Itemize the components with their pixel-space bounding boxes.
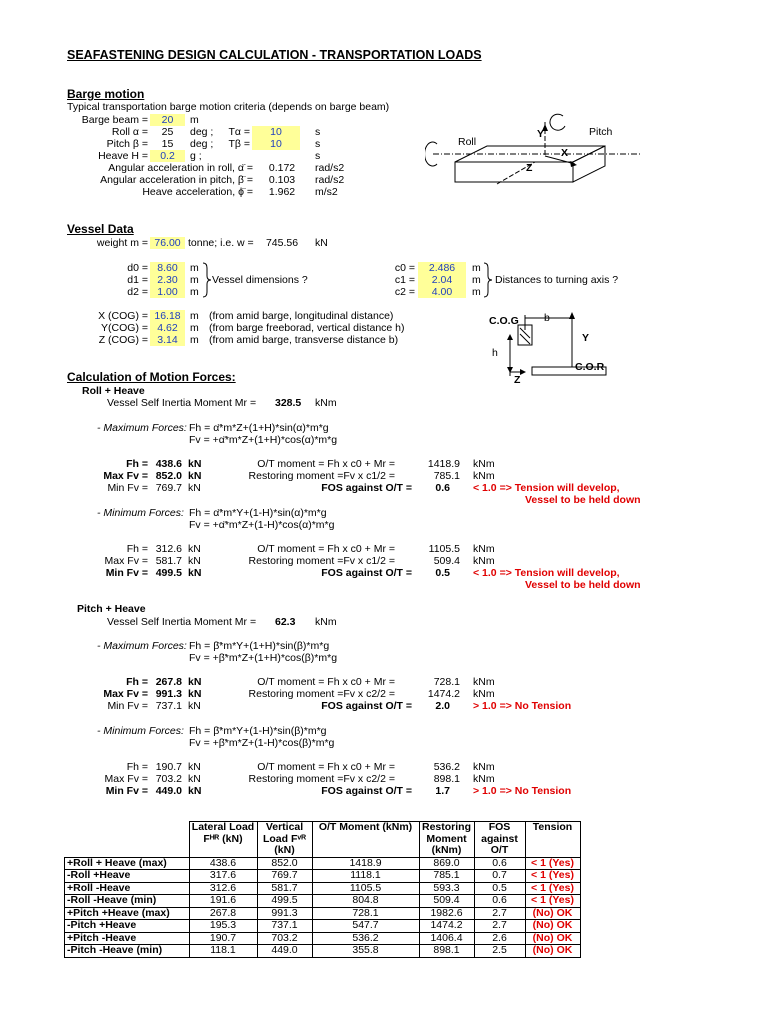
pitch-max-fh: Fh = β̈*m*Y+(1+H)*sin(β)*m*g: [189, 640, 330, 652]
table-cell-fos: 2.5: [474, 945, 525, 958]
c0-label: c0 =: [394, 262, 415, 274]
pitch-min-restore-unit: kNm: [473, 773, 495, 785]
roll-max-fvmin-value: 769.7: [155, 482, 182, 494]
pitch-min-fh-unit: kN: [188, 761, 201, 773]
pitch-min-fh-label: Fh =: [126, 761, 148, 773]
tb-unit: s: [315, 138, 321, 150]
c0-input[interactable]: 2.486: [418, 262, 466, 274]
table-cell-ot-moment: 547.7: [312, 920, 419, 933]
heave-unit-s: s: [315, 150, 321, 162]
d0-input[interactable]: 8.60: [150, 262, 185, 274]
roll-min-fos-result: < 1.0 => Tension will develop,: [473, 567, 620, 579]
pitch-min-ot-label: O/T moment = Fh x c0 + Mr =: [257, 761, 395, 773]
dims-brace-icon: [202, 262, 212, 298]
table-row: [65, 907, 581, 920]
beam-unit: m: [190, 114, 199, 126]
col-tension: Tension: [525, 822, 580, 858]
d1-label: d1 =: [127, 274, 148, 286]
table-cell-lateral-load: 317.6: [189, 870, 257, 883]
table-cell-fos: 2.7: [474, 920, 525, 933]
table-cell-vertical-load: 449.0: [257, 945, 312, 958]
weight-input[interactable]: 76.00: [150, 237, 185, 249]
table-cell-case-label: +Pitch +Heave (max): [65, 907, 190, 920]
vessel-data-heading: Vessel Data: [67, 222, 134, 236]
pitch-max-ot-unit: kNm: [473, 676, 495, 688]
roll-max-fos-value: 0.6: [435, 482, 450, 494]
d0-label: d0 =: [127, 262, 148, 274]
zcog-note: (from amid barge, transverse distance b): [209, 334, 399, 346]
table-cell-ot-moment: 536.2: [312, 932, 419, 945]
pitch-mr-value: 62.3: [275, 616, 296, 628]
pitch-heave-heading: Pitch + Heave: [77, 603, 146, 615]
acc-heave-unit: m/s2: [315, 186, 338, 198]
col-vertical-load: Vertical Load Fᵛᴿ (kN): [257, 822, 312, 858]
table-row: [65, 882, 581, 895]
roll-max-fh-label: Fh =: [126, 458, 148, 470]
table-cell-case-label: +Roll -Heave: [65, 882, 190, 895]
cog-h-label: h: [492, 347, 498, 359]
roll-value: 25: [161, 126, 174, 138]
table-cell-lateral-load: 190.7: [189, 932, 257, 945]
diagram-pitch-label: Pitch: [589, 126, 613, 138]
pitch-min-fv: Fv = +β̈*m*Z+(1-H)*cos(β)*m*g: [189, 737, 335, 749]
pitch-max-fh-value: 267.8: [155, 676, 182, 688]
table-cell-case-label: -Roll -Heave (min): [65, 895, 190, 908]
table-row: [65, 857, 581, 870]
roll-heave-heading: Roll + Heave: [82, 385, 145, 397]
roll-max-fh-value: 438.6: [155, 458, 182, 470]
col-fos: FOS against O/T: [474, 822, 525, 858]
roll-max-fos-result: < 1.0 => Tension will develop,: [473, 482, 620, 494]
pitch-min-restore-value: 898.1: [433, 773, 460, 785]
pitch-min-restore-label: Restoring moment =Fv x c2/2 =: [248, 773, 395, 785]
zcog-unit: m: [190, 334, 199, 346]
roll-max-fos-note: Vessel to be held down: [525, 494, 641, 506]
pitch-unit: deg ;: [190, 138, 214, 150]
pitch-min-fvmax-value: 703.2: [155, 773, 182, 785]
pitch-mr-unit: kNm: [315, 616, 337, 628]
table-cell-case-label: +Pitch -Heave: [65, 932, 190, 945]
roll-max-fh-unit: kN: [188, 458, 202, 470]
roll-min-fh-value: 312.6: [155, 543, 182, 555]
calc-heading: Calculation of Motion Forces:: [67, 370, 236, 384]
table-row: [65, 945, 581, 958]
d0-unit: m: [190, 262, 199, 274]
cog-z-axis: Z: [514, 374, 521, 386]
pitch-min-fh: Fh = β̈*m*Y+(1-H)*sin(β)*m*g: [189, 725, 327, 737]
pitch-min-fvmax-label: Max Fv =: [104, 773, 148, 785]
table-cell-ot-moment: 1418.9: [312, 857, 419, 870]
table-cell-tension: (No) OK: [525, 945, 580, 958]
cog-label: C.O.G: [489, 315, 519, 327]
roll-max-fvmax-label: Max Fv =: [103, 470, 148, 482]
table-cell-tension: < 1 (Yes): [525, 870, 580, 883]
cor-label: C.O.R: [575, 361, 605, 373]
table-cell-tension: < 1 (Yes): [525, 882, 580, 895]
table-cell-restoring-moment: 1406.4: [419, 932, 474, 945]
roll-min-fh-label: Fh =: [126, 543, 148, 555]
roll-max-fos-label: FOS against O/T =: [321, 482, 412, 494]
table-cell-case-label: -Pitch +Heave: [65, 920, 190, 933]
dist-note: Distances to turning axis ?: [495, 274, 619, 286]
roll-max-restore-unit: kNm: [473, 470, 495, 482]
roll-min-label: - Minimum Forces:: [97, 507, 184, 519]
acc-heave-label: Heave acceleration, ϕ̈ =: [142, 186, 253, 198]
c0-unit: m: [472, 262, 481, 274]
d1-unit: m: [190, 274, 199, 286]
roll-min-restore-label: Restoring moment =Fv x c1/2 =: [248, 555, 395, 567]
heave-unit: g ;: [190, 150, 202, 162]
roll-max-restore-label: Restoring moment =Fv x c1/2 =: [248, 470, 395, 482]
heave-label: Heave H =: [98, 150, 148, 162]
dims-note: Vessel dimensions ?: [212, 274, 308, 286]
pitch-max-restore-value: 1474.2: [427, 688, 460, 700]
pitch-min-ot-value: 536.2: [433, 761, 460, 773]
roll-min-ot-unit: kNm: [473, 543, 495, 555]
d2-label: d2 =: [127, 286, 148, 298]
roll-min-restore-value: 509.4: [433, 555, 460, 567]
roll-max-fh: Fh = α̈*m*Z+(1+H)*sin(α)*m*g: [189, 422, 329, 434]
roll-min-fos-label: FOS against O/T =: [321, 567, 412, 579]
pitch-max-restore-unit: kNm: [473, 688, 495, 700]
acc-heave-value: 1.962: [268, 186, 296, 198]
roll-min-fvmax-unit: kN: [188, 555, 201, 567]
pitch-min-fos-value: 1.7: [435, 785, 450, 797]
ta-label: Tα =: [228, 126, 250, 138]
table-cell-fos: 0.6: [474, 895, 525, 908]
table-row: [65, 895, 581, 908]
table-cell-fos: 2.7: [474, 907, 525, 920]
acc-pitch-unit: rad/s2: [315, 174, 345, 186]
pitch-min-fvmin-label: Min Fv =: [105, 785, 148, 797]
table-cell-ot-moment: 1118.1: [312, 870, 419, 883]
roll-max-fvmin-label: Min Fv =: [107, 482, 148, 494]
table-cell-ot-moment: 1105.5: [312, 882, 419, 895]
pitch-min-fvmin-unit: kN: [188, 785, 202, 797]
roll-min-fvmin-label: Min Fv =: [105, 567, 148, 579]
roll-mr-label: Vessel Self Inertia Moment Mr =: [107, 397, 257, 409]
beam-input[interactable]: 20: [150, 114, 185, 126]
roll-max-fvmax-unit: kN: [188, 470, 202, 482]
roll-min-restore-unit: kNm: [473, 555, 495, 567]
table-cell-vertical-load: 852.0: [257, 857, 312, 870]
pitch-max-fos-result: > 1.0 => No Tension: [473, 700, 572, 712]
xcog-input[interactable]: 16.18: [150, 310, 185, 322]
acc-pitch-label: Angular acceleration in pitch, β̈ =: [100, 174, 253, 186]
roll-min-fvmin-value: 499.5: [155, 567, 182, 579]
xcog-note: (from amid barge, longitudinal distance): [209, 310, 394, 322]
pitch-min-fh-value: 190.7: [155, 761, 182, 773]
roll-max-ot-unit: kNm: [473, 458, 495, 470]
pitch-max-fh-unit: kN: [188, 676, 202, 688]
pitch-max-label: - Maximum Forces:: [97, 640, 187, 652]
table-cell-tension: (No) OK: [525, 907, 580, 920]
c2-input[interactable]: 4.00: [418, 286, 466, 298]
barge-motion-diagram: [425, 112, 650, 202]
pitch-max-fvmax-unit: kN: [188, 688, 202, 700]
pitch-label: Pitch β =: [106, 138, 148, 150]
diagram-x-axis: X: [561, 147, 569, 159]
acc-roll-value: 0.172: [268, 162, 296, 174]
pitch-value: 15: [161, 138, 174, 150]
ta-input[interactable]: 10: [252, 126, 300, 138]
roll-min-fh: Fh = α̈*m*Y+(1-H)*sin(α)*m*g: [189, 507, 327, 519]
c1-label: c1 =: [394, 274, 415, 286]
table-cell-restoring-moment: 1474.2: [419, 920, 474, 933]
roll-max-ot-label: O/T moment = Fh x c0 + Mr =: [257, 458, 395, 470]
roll-max-label: - Maximum Forces:: [97, 422, 187, 434]
pitch-mr-label: Vessel Self Inertia Moment Mr =: [107, 616, 257, 628]
table-header-row: [65, 822, 581, 858]
diagram-y-axis: Y: [537, 128, 545, 140]
pitch-max-fv: Fv = +β̈*m*Z+(1+H)*cos(β)*m*g: [189, 652, 338, 664]
zcog-input[interactable]: 3.14: [150, 334, 185, 346]
acc-roll-unit: rad/s2: [315, 162, 345, 174]
xcog-unit: m: [190, 310, 199, 322]
barge-motion-heading: Barge motion: [67, 87, 145, 101]
table-cell-restoring-moment: 898.1: [419, 945, 474, 958]
pitch-max-fos-value: 2.0: [435, 700, 450, 712]
pitch-min-fos-label: FOS against O/T =: [321, 785, 412, 797]
roll-min-fos-note: Vessel to be held down: [525, 579, 641, 591]
d2-input[interactable]: 1.00: [150, 286, 185, 298]
table-cell-vertical-load: 581.7: [257, 882, 312, 895]
pitch-max-restore-label: Restoring moment =Fv x c2/2 =: [248, 688, 395, 700]
table-row: [65, 920, 581, 933]
table-cell-restoring-moment: 593.3: [419, 882, 474, 895]
roll-min-fos-value: 0.5: [435, 567, 450, 579]
table-cell-vertical-load: 499.5: [257, 895, 312, 908]
pitch-min-fvmin-value: 449.0: [155, 785, 182, 797]
table-row: [65, 870, 581, 883]
table-cell-fos: 0.7: [474, 870, 525, 883]
roll-min-fh-unit: kN: [188, 543, 201, 555]
table-cell-lateral-load: 191.6: [189, 895, 257, 908]
weight-unit: tonne; i.e. w =: [188, 237, 254, 249]
table-cell-lateral-load: 438.6: [189, 857, 257, 870]
c1-unit: m: [472, 274, 481, 286]
roll-min-ot-label: O/T moment = Fh x c0 + Mr =: [257, 543, 395, 555]
roll-min-ot-value: 1105.5: [428, 543, 460, 555]
table-cell-case-label: -Roll +Heave: [65, 870, 190, 883]
roll-max-fvmax-value: 852.0: [155, 470, 182, 482]
roll-unit: deg ;: [190, 126, 214, 138]
table-cell-vertical-load: 703.2: [257, 932, 312, 945]
col-restoring-moment: Restoring Moment (kNm): [419, 822, 474, 858]
pitch-max-ot-label: O/T moment = Fh x c0 + Mr =: [257, 676, 395, 688]
d2-unit: m: [190, 286, 199, 298]
beam-label: Barge beam =: [81, 114, 148, 126]
table-cell-restoring-moment: 1982.6: [419, 907, 474, 920]
xcog-label: X (COG) =: [98, 310, 148, 322]
pitch-max-fvmax-label: Max Fv =: [103, 688, 148, 700]
table-cell-restoring-moment: 785.1: [419, 870, 474, 883]
pitch-max-ot-value: 728.1: [433, 676, 460, 688]
cog-y-axis: Y: [582, 332, 590, 344]
heave-input[interactable]: 0.2: [150, 150, 185, 162]
results-table: [64, 821, 581, 958]
table-cell-ot-moment: 804.8: [312, 895, 419, 908]
table-cell-ot-moment: 728.1: [312, 907, 419, 920]
weight-label: weight m =: [96, 237, 148, 249]
ta-unit: s: [315, 126, 321, 138]
table-cell-lateral-load: 312.6: [189, 882, 257, 895]
pitch-max-fvmax-value: 991.3: [155, 688, 182, 700]
acc-roll-label: Angular acceleration in roll, α̈ =: [108, 162, 253, 174]
table-cell-tension: (No) OK: [525, 920, 580, 933]
c2-unit: m: [472, 286, 481, 298]
table-row: [65, 932, 581, 945]
col-lateral-load: Lateral Load Fᴴᴿ (kN): [189, 822, 257, 858]
acc-pitch-value: 0.103: [268, 174, 296, 186]
tb-label: Tβ =: [228, 138, 250, 150]
c2-label: c2 =: [394, 286, 415, 298]
table-cell-ot-moment: 355.8: [312, 945, 419, 958]
pitch-max-fos-label: FOS against O/T =: [321, 700, 412, 712]
zcog-label: Z (COG) =: [98, 334, 148, 346]
pitch-max-fh-label: Fh =: [126, 676, 148, 688]
roll-min-fvmax-value: 581.7: [155, 555, 182, 567]
table-cell-case-label: -Pitch -Heave (min): [65, 945, 190, 958]
diagram-z-axis: Z: [526, 162, 533, 174]
table-cell-lateral-load: 195.3: [189, 920, 257, 933]
w-value: 745.56: [265, 237, 299, 249]
tb-input[interactable]: 10: [252, 138, 300, 150]
table-cell-lateral-load: 267.8: [189, 907, 257, 920]
roll-min-fv: Fv = +α̈*m*Z+(1-H)*cos(α)*m*g: [189, 519, 335, 531]
roll-label: Roll α =: [111, 126, 148, 138]
roll-mr-value: 328.5: [275, 397, 302, 409]
col-ot-moment: O/T Moment (kNm): [312, 822, 419, 858]
diagram-roll-label: Roll: [458, 136, 477, 148]
pitch-min-ot-unit: kNm: [473, 761, 495, 773]
table-cell-vertical-load: 769.7: [257, 870, 312, 883]
page-title: SEAFASTENING DESIGN CALCULATION - TRANSPORTATION LOADS: [67, 48, 482, 62]
cog-b-label: b: [544, 312, 550, 324]
table-cell-lateral-load: 118.1: [189, 945, 257, 958]
table-cell-restoring-moment: 509.4: [419, 895, 474, 908]
table-cell-tension: < 1 (Yes): [525, 895, 580, 908]
c1-input[interactable]: 2.04: [418, 274, 466, 286]
table-cell-vertical-load: 991.3: [257, 907, 312, 920]
roll-min-fvmax-label: Max Fv =: [104, 555, 148, 567]
dist-brace-icon: [483, 262, 493, 298]
table-cell-fos: 0.5: [474, 882, 525, 895]
roll-max-ot-value: 1418.9: [427, 458, 460, 470]
roll-max-restore-value: 785.1: [433, 470, 460, 482]
ycog-note: (from barge freeborad, vertical distance h): [209, 322, 405, 334]
roll-max-fv: Fv = +α̈*m*Z+(1+H)*cos(α)*m*g: [189, 434, 338, 446]
pitch-min-fvmax-unit: kN: [188, 773, 201, 785]
table-cell-vertical-load: 737.1: [257, 920, 312, 933]
pitch-max-fvmin-value: 737.1: [155, 700, 182, 712]
ycog-input[interactable]: 4.62: [150, 322, 185, 334]
ycog-label: Y(COG) =: [101, 322, 148, 334]
d1-input[interactable]: 2.30: [150, 274, 185, 286]
ycog-unit: m: [190, 322, 199, 334]
roll-mr-unit: kNm: [315, 397, 337, 409]
pitch-min-label: - Minimum Forces:: [97, 725, 184, 737]
table-cell-case-label: +Roll + Heave (max): [65, 857, 190, 870]
table-cell-tension: < 1 (Yes): [525, 857, 580, 870]
table-cell-fos: 0.6: [474, 857, 525, 870]
roll-max-fvmin-unit: kN: [188, 482, 201, 494]
pitch-max-fvmin-unit: kN: [188, 700, 201, 712]
table-cell-fos: 2.6: [474, 932, 525, 945]
pitch-min-fos-result: > 1.0 => No Tension: [473, 785, 572, 797]
table-cell-tension: (No) OK: [525, 932, 580, 945]
pitch-max-fvmin-label: Min Fv =: [107, 700, 148, 712]
w-unit: kN: [315, 237, 328, 249]
table-cell-restoring-moment: 869.0: [419, 857, 474, 870]
table-header-blank: [65, 822, 190, 858]
roll-min-fvmin-unit: kN: [188, 567, 202, 579]
barge-subtitle: Typical transportation barge motion criteria (depends on barge beam): [67, 101, 390, 113]
